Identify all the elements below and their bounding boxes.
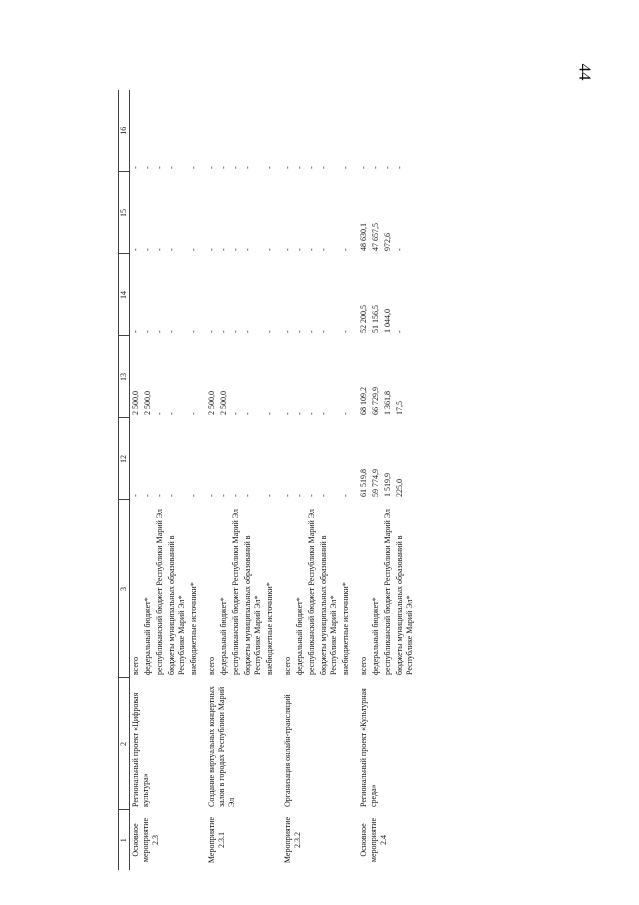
amount-cell: - [131, 330, 140, 333]
funding-source: бюджеты муниципальных образований в Республике Марий Эл* [167, 535, 186, 675]
amount-cell: - [265, 494, 274, 497]
funding-source: федеральный бюджет* [143, 597, 152, 675]
funding-source: внебюджетные источники* [189, 582, 198, 675]
amount-cell: - [231, 330, 240, 333]
amount-cell: - [189, 494, 198, 497]
activity-code: Основное мероприятие 2.3 [131, 817, 160, 863]
amount-cell: 225,0 [395, 479, 404, 497]
amount-cell: - [243, 494, 252, 497]
header-col-2: 2 [119, 678, 130, 810]
amount-cell: - [295, 412, 304, 415]
amount-cell: 68 109,2 [359, 387, 368, 415]
activity-name: Региональный проект «Культурная среда» [359, 688, 378, 807]
header-col-3: 3 [119, 500, 130, 678]
amount-cell: - [359, 166, 368, 169]
amount-cell: - [319, 248, 328, 251]
table-row [282, 90, 294, 870]
amount-cell: 48 630,1 [359, 223, 368, 251]
activity-code: Мероприятие 2.3.2 [283, 816, 302, 864]
rotated-page-content [118, 90, 608, 870]
amount-cell: - [167, 494, 176, 497]
amount-cell: - [265, 330, 274, 333]
amount-cell: 2 500,0 [219, 391, 228, 415]
amount-cell: - [383, 166, 392, 169]
amount-cell: 59 774,9 [371, 469, 380, 497]
amount-cell: - [167, 248, 176, 251]
header-row [119, 90, 130, 870]
amount-cell: - [243, 166, 252, 169]
amount-cell: - [307, 248, 316, 251]
funding-source: федеральный бюджет* [219, 597, 228, 675]
amount-cell: - [143, 166, 152, 169]
activity-name: Организация онлайн-трансляций [283, 694, 292, 807]
amount-cell: 1 044,0 [383, 309, 392, 333]
amount-cell: - [265, 166, 274, 169]
amount-cell: 1 519,9 [383, 473, 392, 497]
header-col-13: 13 [119, 336, 130, 418]
amount-cell: 61 519,8 [359, 469, 368, 497]
amount-cell: - [189, 166, 198, 169]
amount-cell: - [231, 494, 240, 497]
amount-cell: - [319, 166, 328, 169]
amount-cell: 2 500,0 [143, 391, 152, 415]
budget-table [118, 90, 422, 870]
activity-name: Региональный проект «Цифровая культура» [131, 692, 150, 807]
amount-cell: 2 500,0 [131, 391, 140, 415]
amount-cell: - [341, 330, 350, 333]
amount-cell: - [231, 248, 240, 251]
amount-cell: - [341, 494, 350, 497]
amount-cell: 51 156,5 [371, 305, 380, 333]
funding-source: республиканский бюджет Республики Марий Эл [383, 509, 392, 675]
amount-cell: - [283, 248, 292, 251]
amount-cell: - [143, 248, 152, 251]
amount-cell: - [143, 494, 152, 497]
amount-cell: - [395, 248, 404, 251]
amount-cell: - [155, 166, 164, 169]
funding-source: внебюджетные источники* [341, 582, 350, 675]
funding-source: бюджеты муниципальных образований в Республике Марий Эл* [319, 535, 338, 675]
amount-cell: - [295, 494, 304, 497]
amount-cell: 17,5 [395, 401, 404, 415]
amount-cell: - [231, 166, 240, 169]
amount-cell: - [189, 412, 198, 415]
table-row [130, 90, 143, 870]
header-col-16: 16 [119, 90, 130, 172]
amount-cell: - [295, 330, 304, 333]
funding-source: республиканский бюджет Республики Марий Эл [155, 509, 164, 675]
amount-cell: - [395, 330, 404, 333]
amount-cell: - [265, 248, 274, 251]
activity-name: Создание виртуальных концертных залов в городах Республики Марий Эл [207, 686, 236, 807]
amount-cell: - [131, 166, 140, 169]
funding-source: всего [131, 656, 140, 675]
funding-source: всего [359, 656, 368, 675]
amount-cell: - [167, 412, 176, 415]
amount-cell: - [341, 248, 350, 251]
amount-cell: - [131, 494, 140, 497]
amount-cell: 47 657,5 [371, 223, 380, 251]
amount-cell: - [131, 248, 140, 251]
amount-cell: - [207, 166, 216, 169]
amount-cell: - [219, 248, 228, 251]
table-body [130, 90, 423, 870]
amount-cell: - [307, 494, 316, 497]
amount-cell: - [319, 330, 328, 333]
amount-cell: - [283, 494, 292, 497]
amount-cell: - [207, 248, 216, 251]
amount-cell: - [207, 330, 216, 333]
amount-cell: - [341, 412, 350, 415]
amount-cell: - [155, 494, 164, 497]
funding-source: федеральный бюджет* [371, 597, 380, 675]
header-col-15: 15 [119, 172, 130, 254]
amount-cell: - [189, 330, 198, 333]
amount-cell: - [283, 166, 292, 169]
funding-source: бюджеты муниципальных образований в Республике Марий Эл* [243, 535, 262, 675]
header-col-1: 1 [119, 810, 130, 870]
funding-source: бюджеты муниципальных образований в Республике Марий Эл* [395, 535, 414, 675]
amount-cell: - [189, 248, 198, 251]
amount-cell: - [207, 494, 216, 497]
amount-cell: - [265, 412, 274, 415]
amount-cell: - [167, 166, 176, 169]
amount-cell: - [319, 412, 328, 415]
activity-code: Основное мероприятие 2.4 [359, 817, 388, 863]
amount-cell: - [219, 494, 228, 497]
funding-source: республиканский бюджет Республики Марий Эл [307, 509, 316, 675]
amount-cell: - [243, 330, 252, 333]
block-gap-cell [416, 90, 422, 870]
funding-source: всего [207, 656, 216, 675]
amount-cell: - [319, 494, 328, 497]
amount-cell: - [307, 330, 316, 333]
funding-source: всего [283, 656, 292, 675]
amount-cell: - [167, 330, 176, 333]
amount-cell: 66 729,9 [371, 387, 380, 415]
amount-cell: - [155, 412, 164, 415]
amount-cell: - [371, 166, 380, 169]
amount-cell: - [219, 330, 228, 333]
amount-cell: - [243, 412, 252, 415]
amount-cell: - [295, 166, 304, 169]
page-number: 44 [575, 63, 595, 81]
amount-cell: - [307, 166, 316, 169]
table-row [358, 90, 370, 870]
amount-cell: - [283, 412, 292, 415]
amount-cell: - [395, 166, 404, 169]
amount-cell: 1 361,8 [383, 391, 392, 415]
amount-cell: - [341, 166, 350, 169]
amount-cell: 972,6 [383, 233, 392, 251]
header-col-12: 12 [119, 418, 130, 500]
amount-cell: 2 500,0 [207, 391, 216, 415]
block-gap [416, 90, 422, 870]
amount-cell: - [231, 412, 240, 415]
amount-cell: - [307, 412, 316, 415]
header-col-14: 14 [119, 254, 130, 336]
funding-source: республиканский бюджет Республики Марий Эл [231, 509, 240, 675]
amount-cell: 52 200,5 [359, 305, 368, 333]
amount-cell: - [155, 248, 164, 251]
funding-source: внебюджетные источники* [265, 582, 274, 675]
amount-cell: - [283, 330, 292, 333]
amount-cell: - [143, 330, 152, 333]
activity-code: Мероприятие 2.3.1 [207, 816, 226, 864]
amount-cell: - [295, 248, 304, 251]
table-row [206, 90, 218, 870]
amount-cell: - [243, 248, 252, 251]
amount-cell: - [219, 166, 228, 169]
amount-cell: - [155, 330, 164, 333]
funding-source: федеральный бюджет* [295, 597, 304, 675]
